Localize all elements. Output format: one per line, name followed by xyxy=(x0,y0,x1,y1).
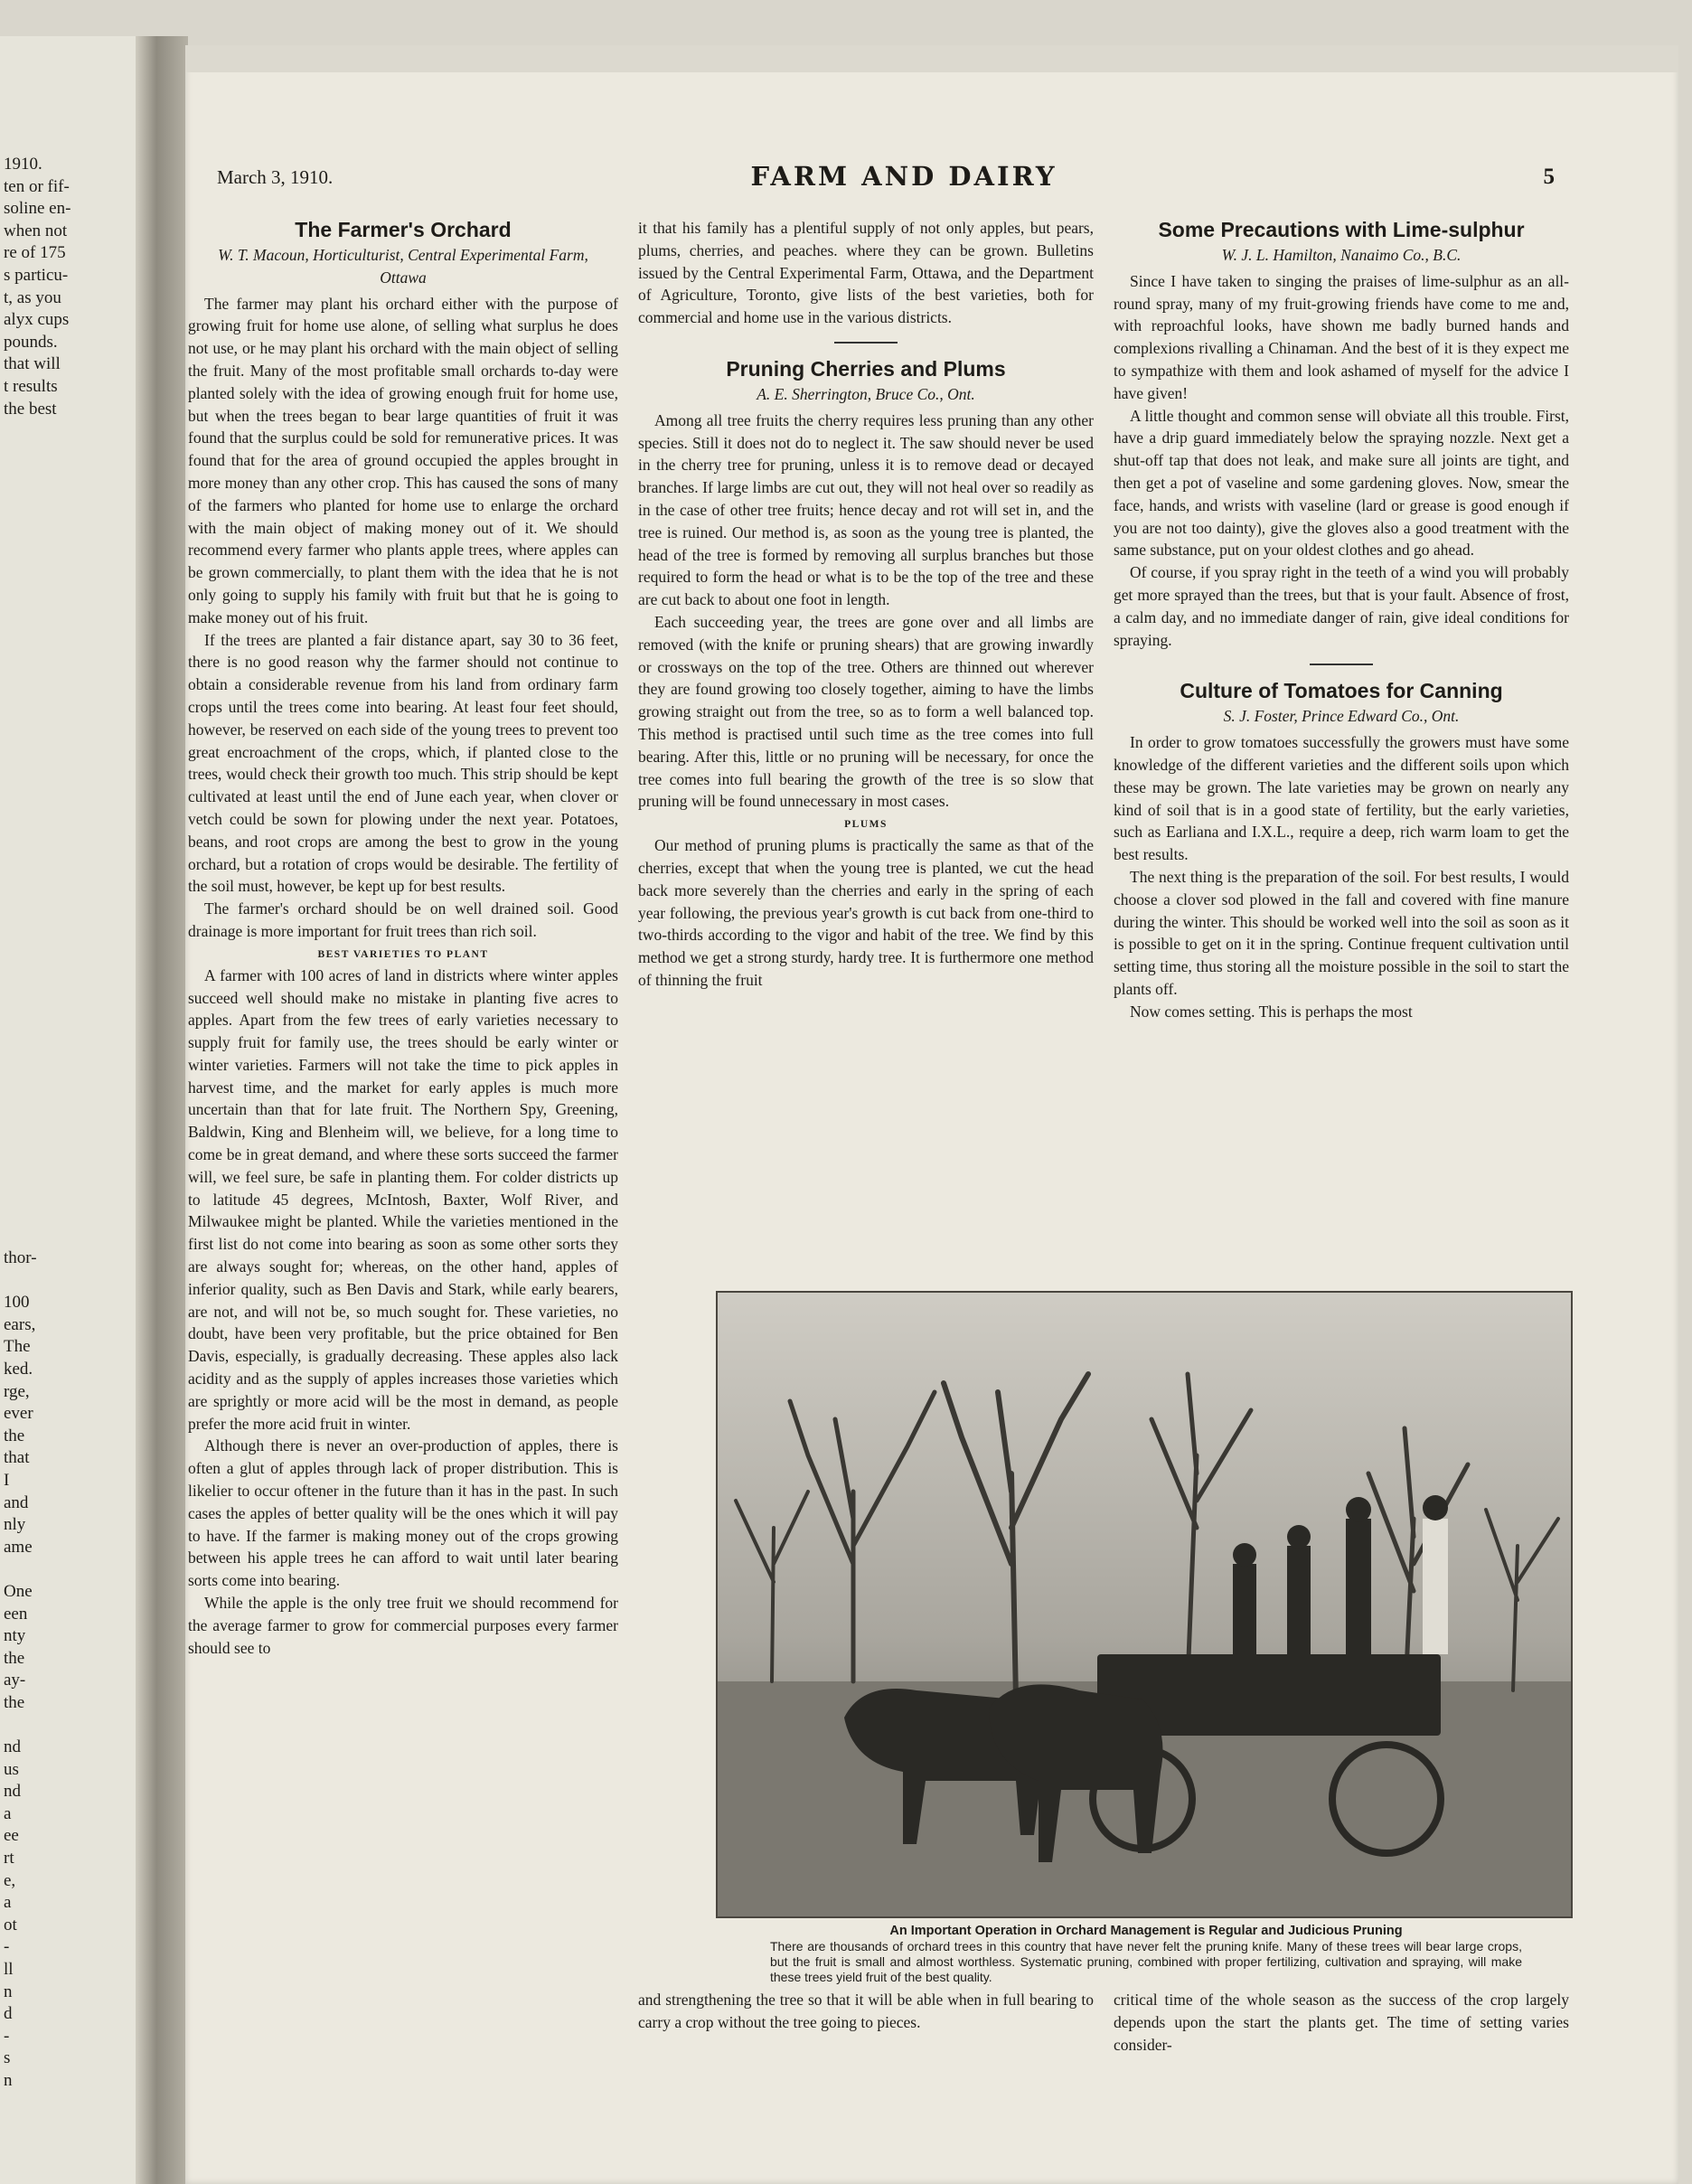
masthead-title: FARM AND DAIRY xyxy=(750,161,1058,192)
paragraph-continued: it that his family has a plentiful supply of not only apples, but pears, plums, cherries, and peaches. where they can be grown. Bulletins issued by the Central Experimental Farm, Ottawa, and the Department of Agriculture, Toronto, give lists of the best varieties, both for commercial and home use in the various districts. xyxy=(638,219,1094,327)
paragraph: In order to grow tomatoes successfully the growers must have some knowledge of the different varieties and the different soils upon which these may be grown. The late varieties may be grown on nearly any kind of soil that is in a good state of fertility, but the early varieties, such as Earliana and I.X.L., require a deep, rich warm loam to get the best results. xyxy=(1114,733,1569,864)
paragraph-continued: critical time of the whole season as the success of the crop largely depends upon the start the plants get. The time of setting varies consider- xyxy=(1114,1991,1569,2054)
subhead-best-varieties: BEST VARIETIES TO PLANT xyxy=(317,948,489,960)
paragraph: Although there is never an over-production of apples, there is often a glut of apples through lack of proper distribution. This is likelier to occur oftener in the future than it has in the past. In such cases the apples of better quality will be the ones which it will pay to have. If the farmer is making money out of the crops growing between his apple trees he can afford to wait until later bearing sorts come into bearing. xyxy=(188,1436,618,1590)
paragraph: The farmer may plant his orchard either with the purpose of growing fruit for home use alone, of selling what surplus he does not use, or he may plant his orchard with the main object of selling the fruit. Many of the most profitable small orchards to-day were planted solely with the idea of growing enough fruit for home use, but when the trees began to bear large quantities of fruit it was found that the surplus could be sold for remunerative prices. It was found that for the area of ground occupied the apples brought in more money than any other crop. This has caused the sons of many of the farmers who planted for home use to enlarge the orchard with the main object of making money out of it. We should recommend every farmer who plants apple trees, where apples can be grown commercially, to plant them with the idea that he is not only going to supply his family with fruit but that he is going to make money out of his fruit. xyxy=(188,294,618,626)
paragraph: Of course, if you spray right in the teeth of a wind you will probably get more sprayed than the trees, but that is your fault. Absence of frost, a calm day, and no immediate danger of rain, give ideal conditions for spraying. xyxy=(1114,563,1569,649)
adjacent-page-text-bottom: thor- 100 ears, The ked. rge, ever the that I and nly ame One een nty the ay- the nd us nd a ee rt e, a ot - ll n d - s n xyxy=(4,1248,37,2090)
column-2-bottom xyxy=(638,1989,1094,2034)
orchard-pruning-photo xyxy=(716,1291,1573,1918)
article-title-pruning: Pruning Cherries and Plums xyxy=(726,356,1006,381)
paragraph: Our method of pruning plums is practically the same as that of the cherries, except that when the young tree is planted, we cut the head back more severely than the cherries and early in the spring of each year following, the previous year's growth is cut back from one-third to two-thirds according to the vigor and habit of the tree. We find by this method we get a strong sturdy, hardy tree. It is furthermore one method of thinning the fruit xyxy=(638,836,1094,989)
paragraph: Now comes setting. This is perhaps the most xyxy=(1130,1002,1413,1021)
photo-caption-title: An Important Operation in Orchard Management is Regular and Judicious Pruning xyxy=(889,1924,1403,1938)
paragraph: While the apple is the only tree fruit we should recommend for the average farmer to grow for commercial purposes every farmer should see to xyxy=(188,1594,618,1657)
photo-caption xyxy=(723,1924,1569,1985)
paragraph-continued: and strengthening the tree so that it will be able when in full bearing to carry a crop without the tree going to pieces. xyxy=(638,1991,1094,2031)
paragraph: The next thing is the preparation of the soil. For best results, I would choose a clover sod plowed in the fall and covered with fine manure during the winter. This should be worked well into the soil as soon as it is possible to get on it in the spring. Continue frequent cultivation until setting time, thus storing all the moisture possible in the soil to start the plants off. xyxy=(1114,867,1569,998)
paragraph: If the trees are planted a fair distance apart, say 30 to 36 feet, there is no good reason why the farmer should not continue to obtain a considerable revenue from his land from ordinary farm crops until the trees come into bearing. At least four feet should, however, be reserved on each side of the young trees to prevent too great encroachment of the crops, which, if planted close to the trees, would check their growth too much. This strip should be kept cultivated at least until the end of June each year, when clover or vetch could be sown for plowing under the next year. Potatoes, beans, and root crops are among the best to grow in the young orchard, but a rotation of crops would be desirable. The fertility of the soil must, however, be kept up for best results. xyxy=(188,630,618,896)
issue-date: March 3, 1910. xyxy=(217,166,334,188)
article-title-limesulphur: Some Precautions with Lime-sulphur xyxy=(1158,218,1525,241)
byline-limesulphur: W. J. L. Hamilton, Nanaimo Co., B.C. xyxy=(1221,246,1462,264)
paragraph: A farmer with 100 acres of land in districts where winter apples succeed well should make no mistake in planting five acres to apples. Apart from the few trees of early varieties necessary to supply fruit for family use, the trees should be early winter or winter varieties. Farmers will not take the time to pick apples in harvest time, and the market for early apples is much more uncertain than that for late fruit. The Northern Spy, Greening, Baldwin, King and Blenheim will, we believe, for a long time to come be in great demand, and where these sorts succeed the farmer will, we feel sure, be safe in planting them. For colder districts up to latitude 45 degrees, McIntosh, Baxter, Wolf River, and Milwaukee might be planted. While the varieties mentioned in the first list do not come into bearing as soon as some other sorts they are always sought for; whereas, on the other hand, apples of inferior quality, such as Ben Davis and Stark, while early bearers, are not, and will not be, so much sought for. These varieties, no doubt, have been very profitable, but the price obtained for Ben Davis, especially, is gradually decreasing. These apples also lack acidity and as the supply of apples increases those varieties which are sprightly or more acid will be the most in demand, as people prefer the more acid fruit in winter. xyxy=(188,965,618,1433)
column-3 xyxy=(1114,217,1569,1023)
paragraph: A little thought and common sense will obviate all this trouble. First, have a drip guard immediately below the spraying nozzle. Next get a shut-off tap that does not leak, and make sure all joints are tight, and then get a pot of vaseline and some gardening gloves. Now, smear the face, hands, and wrists with vaseline (lard or grease is good enough if you are not too dainty), give the gloves also a good treatment with the same substance, put on your oldest clothes and go ahead. xyxy=(1114,406,1569,560)
adjacent-page-text-top: 1910. ten or fif- soline en- when not re of 175 s particu- t, as you alyx cups pounds. that will t results the best xyxy=(4,155,71,419)
page-number: 5 xyxy=(1543,165,1555,189)
photo-caption-body: There are thousands of orchard trees in this country that have never felt the pruning knife. Many of these trees will bear large crops, but the fruit is small and almost worthless. Systematic pruning, combined with proper fertilizing, cultivation and spraying, will make these trees yield fruit of the best quality. xyxy=(770,1939,1522,1984)
photo-illustration xyxy=(718,1293,1571,1916)
article-title-orchard: The Farmer's Orchard xyxy=(295,218,512,241)
section-divider xyxy=(1310,664,1373,665)
paragraph: Each succeeding year, the trees are gone over and all limbs are removed (with the knife or pruning shears) that are growing inwardly or crossways on the top of the tree. Others are thinned out wherever they are found growing too closely together, aiming to have the limbs growing straight out from the tree, so as to form a well balanced top. This method is practised until such time as the tree comes into full bearing. After this, little or no pruning will be necessary, for once the tree comes into full bearing the growth of the tree is so slow that pruning will be found unnecessary in most cases. xyxy=(638,612,1094,811)
page-top-edge xyxy=(185,45,1678,72)
adjacent-page-strip xyxy=(0,36,136,2184)
byline-tomatoes: S. J. Foster, Prince Edward Co., Ont. xyxy=(1223,707,1460,726)
paragraph: Among all tree fruits the cherry requires less pruning than any other species. Still it does not do to neglect it. The saw should never be used in the cherry tree for pruning, unless it is to remove dead or decayed branches. If large limbs are cut out, they will not heal over so readily as in the case of other tree fruits; hence decay and rot will set in, and the tree is ruined. Our method is, as soon as the young tree is planted, the head of the tree is formed by removing all surplus branches but those required to form the head or what is to be the top of the tree and these are cut back to about one foot in length. xyxy=(638,410,1094,609)
column-3-bottom xyxy=(1114,1989,1569,2056)
page-header xyxy=(217,161,1555,197)
byline-orchard: W. T. Macoun, Horticulturist, Central Experimental Farm, Ottawa xyxy=(218,246,588,287)
paragraph: The farmer's orchard should be on well drained soil. Good drainage is more important for fruit trees than rich soil. xyxy=(188,899,618,940)
byline-pruning: A. E. Sherrington, Bruce Co., Ont. xyxy=(757,384,975,403)
column-1 xyxy=(188,217,618,1659)
section-divider xyxy=(834,342,898,344)
article-title-tomatoes: Culture of Tomatoes for Canning xyxy=(1180,679,1503,703)
column-2 xyxy=(638,217,1094,992)
book-gutter xyxy=(136,36,188,2184)
paragraph: Since I have taken to singing the praises of lime-sulphur as an all-round spray, many of my fruit-growing friends have come to me and, with reproachful looks, have shown me badly burned hands and complexions rivalling a Chinaman. And the best of it is they expect me to sympathize with them and look ashamed of myself for the advice I have given! xyxy=(1114,271,1569,402)
subhead-plums: PLUMS xyxy=(844,819,888,831)
